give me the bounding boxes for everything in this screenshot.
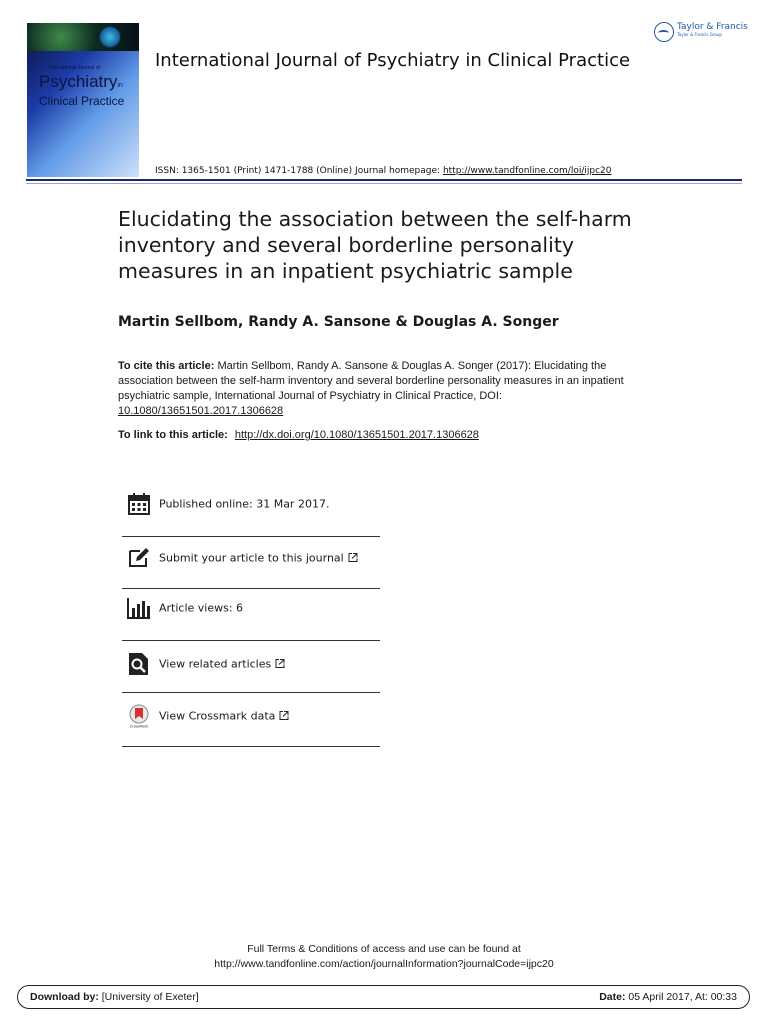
article-link-line — [118, 429, 479, 441]
bar-chart-icon — [127, 596, 151, 620]
calendar-icon — [127, 492, 151, 516]
citation-label: To cite this article: — [118, 360, 215, 372]
publisher-name: Taylor & Francis — [677, 22, 748, 32]
related-articles-link[interactable]: View related articles — [159, 658, 285, 671]
submit-article-link[interactable]: Submit your article to this journal — [159, 552, 358, 565]
crossmark-link[interactable]: View Crossmark data — [159, 710, 289, 723]
cover-banner — [27, 23, 139, 51]
citation-text: Martin Sellbom, Randy A. Sansone & Douglas A. Songer (2017): Elucidating the association between the self-harm inventory and several borderline personality measures in an inpatient psychiatric sample, International Journal of Psychiatry in Clinical Practice, DOI: — [118, 360, 624, 402]
published-online-text: Published online: 31 Mar 2017. — [159, 497, 330, 511]
publisher-logo — [654, 22, 748, 42]
journal-homepage-link[interactable]: http://www.tandfonline.com/loi/ijpc20 — [442, 166, 612, 176]
citation-block — [118, 359, 648, 419]
terms-notice — [0, 942, 768, 972]
issn-text: ISSN: 1365-1501 (Print) 1471-1788 (Online) Journal homepage: — [155, 166, 441, 176]
publisher-group: Taylor & Francis Group — [677, 32, 722, 37]
terms-line: Full Terms & Conditions of access and use can be found at — [247, 943, 521, 955]
external-link-icon — [348, 553, 358, 563]
issn-line — [155, 166, 611, 176]
external-link-icon — [279, 711, 289, 721]
crossmark-badge-label: CrossMark — [129, 724, 149, 728]
article-link-label: To link to this article: — [118, 429, 228, 441]
article-authors: Martin Sellbom, Randy A. Sansone & Douglas A. Songer — [118, 314, 559, 330]
info-divider — [122, 746, 380, 747]
cover-supertitle: International Journal of — [49, 65, 100, 71]
download-date: Date: 05 April 2017, At: 00:33 — [599, 991, 737, 1003]
crossmark-item[interactable] — [122, 690, 380, 742]
article-title: Elucidating the association between the self-harm inventory and several borderline personality measures in an inpatient psychiatric sample — [118, 207, 632, 283]
journal-cover-image — [27, 23, 139, 177]
published-online-item — [122, 478, 380, 530]
journal-title: International Journal of Psychiatry in Clinical Practice — [155, 50, 631, 71]
terms-url[interactable]: http://www.tandfonline.com/action/journalInformation?journalCode=ijpc20 — [214, 958, 554, 970]
submit-article-item[interactable] — [122, 532, 380, 584]
related-articles-item[interactable] — [122, 638, 380, 690]
publisher-logo-icon — [654, 22, 674, 42]
related-articles-icon — [127, 652, 151, 676]
cover-subtitle: Clinical Practice — [39, 94, 125, 108]
article-views-item — [122, 582, 380, 634]
external-link-icon — [275, 659, 285, 669]
download-info-bar — [17, 985, 750, 1009]
article-doi-link[interactable]: http://dx.doi.org/10.1080/13651501.2017.1306628 — [234, 429, 479, 441]
edit-icon — [127, 546, 151, 570]
header-divider — [26, 179, 742, 181]
cover-title: Psychiatryin — [39, 72, 123, 91]
header-divider-thin — [26, 183, 742, 184]
cover-title-in: in — [117, 82, 123, 89]
citation-doi-link[interactable]: 10.1080/13651501.2017.1306628 — [118, 405, 284, 417]
crossmark-icon — [127, 704, 151, 728]
download-by: Download by: [University of Exeter] — [30, 991, 199, 1003]
article-views-text: Article views: 6 — [159, 601, 244, 615]
